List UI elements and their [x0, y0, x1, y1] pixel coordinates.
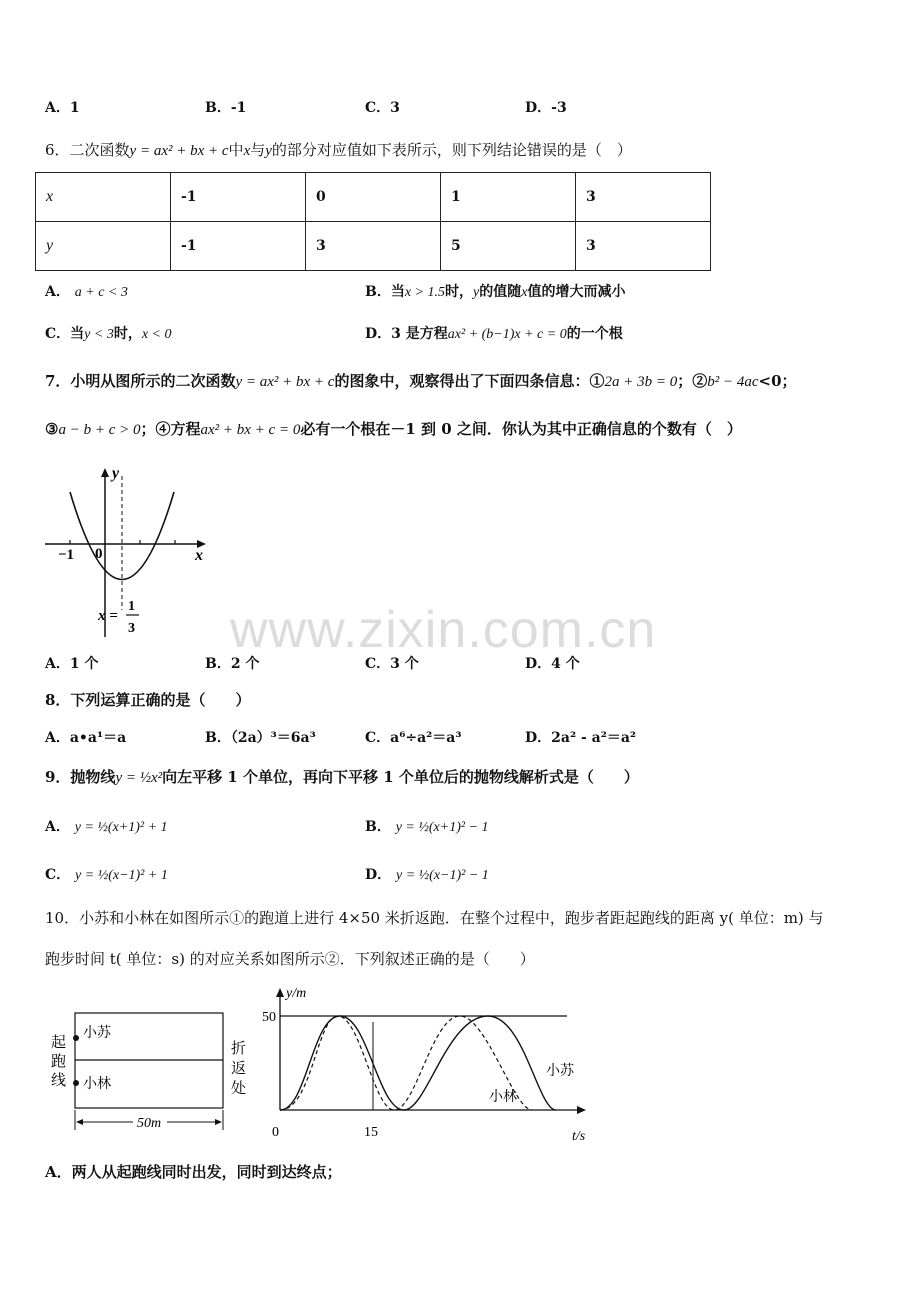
q10-option-a: A．两人从起跑线同时出发，同时到达终点；	[45, 1163, 342, 1181]
arrow-right-icon	[215, 1119, 222, 1125]
turn-point-char-1: 折	[231, 1041, 247, 1057]
q10-stem-line1: 10．小苏和小林在如图所示①的跑道上进行 4×50 米折返跑．在整个过程中，跑步者距起跑线的距离 y( 单位：m) 与	[45, 909, 824, 927]
start-line-char-2: 跑	[51, 1054, 67, 1070]
q5-option-a: A．1	[45, 100, 80, 116]
lin-curve-label: 小林	[489, 1090, 517, 1105]
table-row	[36, 173, 711, 222]
origin-label: 0	[95, 546, 103, 562]
q8-option-c: C．a⁶÷a²＝a³	[365, 730, 462, 746]
y-axis-arrow-icon	[276, 988, 284, 997]
q8-option-b: B．（2a）³＝6a³	[205, 730, 316, 746]
q7-option-b: B．2 个	[205, 656, 260, 672]
q7-option-c: C．3 个	[365, 656, 419, 672]
table-cell: 3	[306, 222, 441, 271]
q6-option-c: C．当y < 3时，x < 0	[45, 326, 172, 342]
table-cell: x	[36, 173, 171, 222]
q10-track-diagram	[45, 1005, 260, 1135]
su-lane-label: 小苏	[83, 1026, 111, 1041]
table-cell: y	[36, 222, 171, 271]
fraction-numerator: 1	[128, 599, 135, 614]
q6-value-table	[35, 172, 711, 271]
table-row	[36, 222, 711, 271]
lin-lane-label: 小林	[83, 1077, 111, 1092]
q7-option-a: A．1 个	[45, 656, 99, 672]
tick-label-50: 50	[262, 1010, 276, 1025]
turn-point-char-3: 处	[231, 1081, 247, 1097]
track-length-label: 50m	[137, 1116, 162, 1131]
q5-option-b: B．-1	[205, 100, 247, 116]
q9-option-d: D． y = ½(x−1)² − 1	[365, 867, 489, 883]
q7-stem-line1: 7．小明从图所示的二次函数y = ax² + bx + c的图象中，观察得出了下面四条信息：①2a + 3b = 0；②b² − 4ac<0；	[45, 372, 797, 390]
q6-stem: 6．二次函数y = ax² + bx + c中x与y的部分对应值如下表所示，则下列结论错误的是（ ）	[45, 141, 632, 159]
q6-option-a: A． a + c < 3	[45, 284, 128, 300]
y-axis-label: y/m	[286, 986, 307, 1001]
axis-equation-label: x =	[98, 608, 118, 624]
table-cell: -1	[171, 173, 306, 222]
q7-option-d: D．4 个	[525, 656, 580, 672]
table-cell: -1	[171, 222, 306, 271]
su-curve-label: 小苏	[546, 1064, 574, 1079]
q10-stem-line2: 跑步时间 t( 单位：s) 的对应关系如图所示②．下列叙述正确的是（ ）	[45, 950, 535, 968]
y-axis-label: y	[112, 465, 120, 482]
q9-option-a: A． y = ½(x+1)² + 1	[45, 819, 168, 835]
t-axis-arrow-icon	[577, 1106, 586, 1114]
q9-stem: 9．抛物线y = ½x²向左平移 1 个单位，再向下平移 1 个单位后的抛物线解析式是（ ）	[45, 768, 639, 786]
su-start-dot	[73, 1035, 79, 1041]
x-axis-label: x	[195, 547, 203, 564]
table-cell: 1	[441, 173, 576, 222]
tick-label-minus1: −1	[58, 547, 75, 563]
table-cell: 3	[576, 222, 711, 271]
q7-stem-line2: ③a − b + c > 0；④方程ax² + bx + c = 0必有一个根在－1 到 0 之间．你认为其中正确信息的个数有（ ）	[45, 420, 742, 438]
start-line-char-3: 线	[51, 1073, 67, 1089]
q6-option-d: D．3 是方程ax² + (b−1)x + c = 0的一个根	[365, 326, 623, 342]
q7-parabola-graph	[40, 462, 230, 642]
q9-option-b: B． y = ½(x+1)² − 1	[365, 819, 489, 835]
q9-option-c: C． y = ½(x−1)² + 1	[45, 867, 168, 883]
origin-label: 0	[272, 1125, 279, 1140]
watermark: www.zixin.com.cn	[230, 601, 657, 659]
lin-start-dot	[73, 1080, 79, 1086]
table-cell: 3	[576, 173, 711, 222]
start-line-char-1: 起	[51, 1035, 67, 1051]
q8-option-d: D．2a² - a²＝a²	[525, 730, 637, 746]
arrow-left-icon	[76, 1119, 83, 1125]
turn-point-char-2: 返	[231, 1061, 247, 1077]
q5-option-c: C．3	[365, 100, 400, 116]
q10-distance-time-graph	[262, 982, 597, 1147]
q5-option-d: D．-3	[525, 100, 567, 116]
q8-option-a: A．a•a¹＝a	[45, 730, 127, 746]
tick-label-15: 15	[364, 1125, 378, 1140]
y-axis-arrow-icon	[101, 468, 109, 477]
q8-stem: 8．下列运算正确的是（ ）	[45, 691, 251, 709]
q6-option-b: B．当x > 1.5时，y的值随x值的增大而减小	[365, 284, 626, 300]
table-cell: 0	[306, 173, 441, 222]
fraction-denominator: 3	[128, 621, 135, 636]
t-axis-label: t/s	[572, 1129, 586, 1144]
table-cell: 5	[441, 222, 576, 271]
